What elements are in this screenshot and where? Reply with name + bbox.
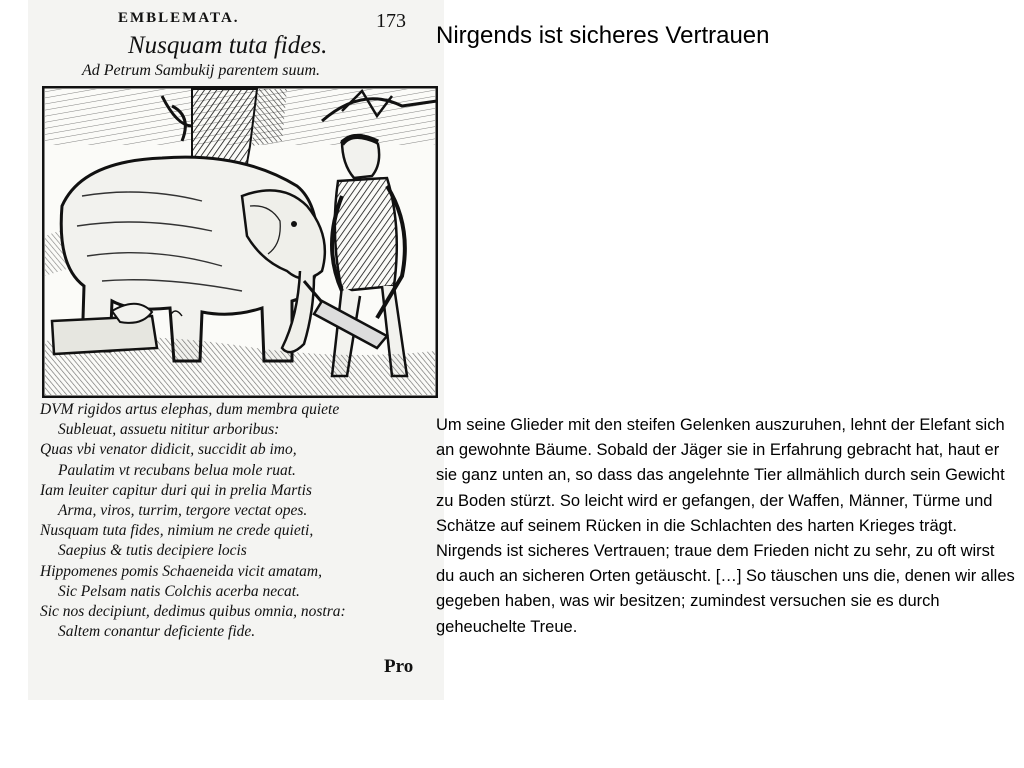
latin-verse xyxy=(40,400,435,642)
emblem-motto: Nusquam tuta fides. xyxy=(128,32,328,59)
emblem-dedication: Ad Petrum Sambukij parentem suum. xyxy=(82,62,321,79)
emblem-page-scan xyxy=(28,0,444,700)
verse-line: Iam leuiter capitur duri qui in prelia Martis xyxy=(40,481,312,499)
emblem-header: EMBLEMATA. xyxy=(118,10,240,26)
translation-text: Um seine Glieder mit den steifen Gelenken auszuruhen, lehnt der Elefant sich an gewohnte Bäume. Sobald der Jäger sie in Erfahrung gebracht hat, haut er sie ganz unten an, so dass das angelehnte Tier allmählich durch sein Gewicht zu Boden stürzt. So leicht wird er gefangen, der Waffen, Männer, Türme und Schätze auf seinem Rücken in die Schlachten des harten Krieges trägt. Nirgends ist sicheres Vertrauen; traue dem Frieden nicht zu sehr, zu oft wirst du auch an sicheren Orten getäuscht. […] So täuschen uns die, denen wir alles gegeben haben, was wir besitzen; zumindest versuchen sie es durch geheuchelte Treue. xyxy=(436,416,1015,636)
verse-line: Subleuat, assuetu nititur arboribus: xyxy=(58,421,280,439)
verse-line: Quas vbi venator didicit, succidit ab imo, xyxy=(40,441,297,459)
slide-title: Nirgends ist sicheres Vertrauen xyxy=(436,22,770,49)
verse-line: Paulatim vt recubans belua mole ruat. xyxy=(58,461,296,479)
verse-line: Sic nos decipiunt, dedimus quibus omnia, nostra: xyxy=(40,602,346,620)
verse-line: Nusquam tuta fides, nimium ne crede quieti, xyxy=(40,522,314,540)
verse-line: Arma, viros, turrim, tergore vectat opes. xyxy=(58,501,308,519)
verse-line: Saepius & tutis decipiere locis xyxy=(58,542,247,560)
elephant-woodcut-illustration xyxy=(42,86,438,398)
verse-line: Sic Pelsam natis Colchis acerba necat. xyxy=(58,582,300,600)
verse-line: DVM rigidos artus elephas, dum membra quiete xyxy=(40,401,340,418)
verse-line: Hippomenes pomis Schaeneida vicit amatam, xyxy=(40,562,322,580)
verse-line: Saltem conantur deficiente fide. xyxy=(58,623,256,641)
page-number: 173 xyxy=(376,10,406,32)
catchword: Pro xyxy=(384,656,414,677)
